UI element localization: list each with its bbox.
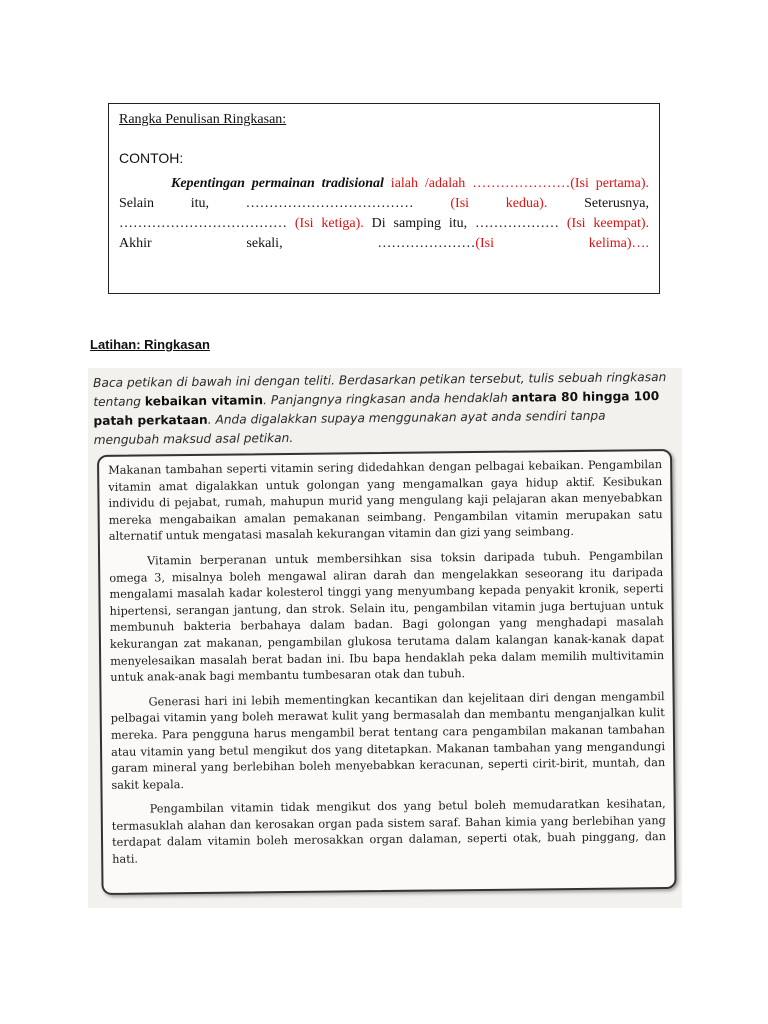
outline-part-4: Seterusnya, ……………………………… (119, 196, 649, 231)
outline-title: Rangka Penulisan Ringkasan: (119, 112, 287, 127)
outline-part-2: Selain itu, ……………………………… (119, 196, 451, 211)
instruction-part-d: antara 80 hingga 100 patah perkataan (93, 389, 660, 428)
instruction-part-c: . Panjangnya ringkasan anda hendaklah (262, 390, 512, 408)
outline-part-3: (Isi kedua). (450, 196, 548, 211)
outline-part-6: Di samping itu, ……………… (363, 216, 567, 231)
instruction-part-e: . Anda digalakkan supaya menggunakan ayat anda sendiri tanpa mengubah maksud asal petikan. (93, 408, 606, 447)
example-label: CONTOH: (119, 150, 184, 166)
passage-paragraph-1: Makanan tambahan seperti vitamin sering didedahkan dengan pelbagai kebaikan. Pengambilan vitamin amat digalakkan untuk golongan yang mengamalkan gaya hidup aktif. Kesibukan individu di pejabat, rumah, mahupun murid yang mengulang kaji pelajaran akan menyebabkan mereka mengabaikan amalan pemakanan seimbang. Pengambilan vitamin merupakan satu alternatif untuk mengatasi masalah kekurangan vitamin dan gizi yang seimbang. (108, 458, 663, 544)
outline-part-9: (Isi kelima)…. (475, 236, 649, 251)
passage-box (97, 449, 677, 895)
outline-part-5: (Isi ketiga). (294, 216, 364, 231)
outline-part-7: (Isi keempat). (566, 216, 649, 231)
instruction-text (93, 368, 674, 450)
instruction-part-a: Baca petikan di bawah ini dengan teliti. Berdasarkan petikan tersebut, tulis sebuah ringkasan tentang (93, 369, 667, 409)
outline-box (108, 103, 660, 294)
outline-topic: Kepentingan permainan tradisional (171, 176, 384, 191)
passage-paragraph-2: Vitamin berperanan untuk membersihkan sisa toksin daripada tubuh. Pengambilan omega 3, misalnya boleh mengawal aliran darah dan mengelakkan seseorang itu daripada mengalami masalah kadar kolesterol tinggi yang menyumbang kepada penyakit kronik, seperti hipertensi, serangan jantung, dan strok. Selain itu, pengambilan vitamin juga bertujuan untuk membunuh bakteria berbahaya dalam badan. Bagi golongan yang menghadapi masalah kekurangan zat makanan, pengambilan glukosa terutama dalam kalangan kanak-kanak dapat menyelesaikan masalah berat badan ini. Ibu bapa hendaklah peka dalam memilih multivitamin untuk anak-anak bagi membantu tumbesaran otak dan tubuh. (109, 549, 665, 684)
passage-paragraph-4: Pengambilan vitamin tidak mengikut dos yang betul boleh memudaratkan kesihatan, termasuklah alahan dan kerosakan organ pada sistem saraf. Bahan kimia yang berlebihan yang terdapat dalam vitamin boleh merosakkan organ dalaman, seperti otak, buah pinggang, dan hati. (111, 797, 667, 866)
passage-paragraph-3: Generasi hari ini lebih mementingkan kecantikan dan kejelitaan diri dengan mengambil pelbagai vitamin yang boleh merawat kulit yang bermasalah dan membantu menganjalkan kulit mereka. Para pengguna harus mengambil berat tentang cara pengambilan makanan tambahan atau vitamin yang betul mengikut dos yang ditetapkan. Makanan tambahan yang mengandungi garam mineral yang berlebihan boleh menyebabkan keracunan, seperti cirit-birit, muntah, dan sakit kepala. (110, 689, 666, 792)
outline-part-1: ialah /adalah …………………(Isi pertama). (383, 176, 649, 191)
exercise-heading: Latihan: Ringkasan (90, 337, 210, 352)
outline-paragraph (119, 174, 649, 254)
outline-part-8: Akhir sekali, ………………… (119, 236, 476, 251)
instruction-part-b: kebaikan vitamin (144, 393, 264, 409)
